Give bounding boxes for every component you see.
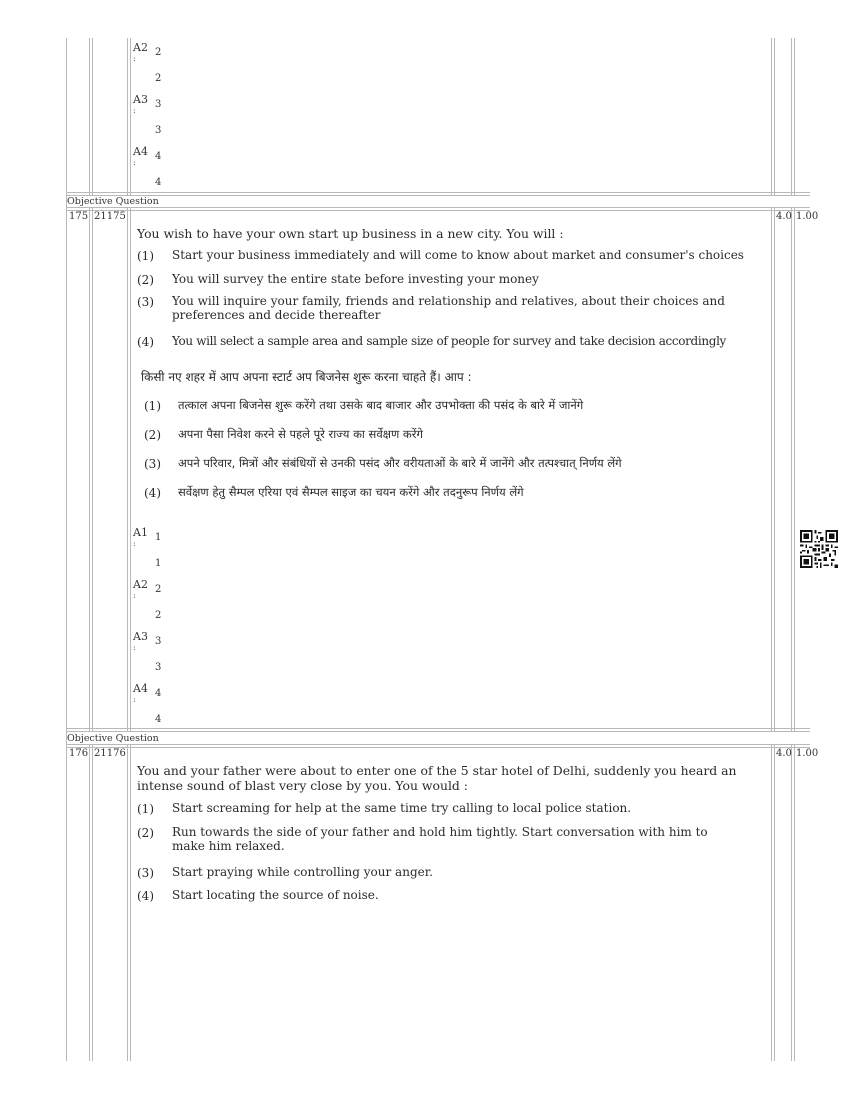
option-colon: : xyxy=(133,54,136,63)
question-serial: 176 xyxy=(69,748,89,759)
option-colon: : xyxy=(133,591,136,600)
option-number: (4) xyxy=(137,335,154,349)
option-value-repeat: 4 xyxy=(155,177,162,188)
option-number: (2) xyxy=(144,428,161,442)
table-border xyxy=(66,210,810,211)
option-value: 3 xyxy=(155,99,162,110)
option-number: (2) xyxy=(137,273,154,287)
option-code: A2 xyxy=(133,578,148,591)
option-value: 4 xyxy=(155,688,162,699)
option-colon: : xyxy=(133,539,136,548)
question-marks: 4.0 xyxy=(776,211,792,222)
table-border xyxy=(791,38,792,195)
option-text-en: You will select a sample area and sample size of people for survey and take decision accordingly xyxy=(172,334,726,348)
table-border xyxy=(774,207,775,731)
table-border xyxy=(89,744,90,1061)
table-border xyxy=(66,744,810,745)
option-value: 2 xyxy=(155,47,162,58)
table-border xyxy=(791,207,792,731)
table-border xyxy=(130,38,131,195)
question-negative-marks: 1.00 xyxy=(796,748,819,759)
question-id: 21176 xyxy=(94,748,126,759)
option-colon: : xyxy=(133,695,136,704)
table-border xyxy=(89,207,90,731)
option-code: A4 xyxy=(133,145,148,158)
table-border xyxy=(66,731,810,732)
table-border xyxy=(127,207,128,731)
option-colon: : xyxy=(133,106,136,115)
table-border xyxy=(794,38,795,195)
option-number: (3) xyxy=(144,457,161,471)
option-value-repeat: 1 xyxy=(155,558,162,569)
option-number: (1) xyxy=(137,249,154,263)
question-stem-en: You and your father were about to enter one of the 5 star hotel of Delhi, suddenly you heard an intense sound of blast very close by you. You would : xyxy=(137,763,737,793)
option-code: A4 xyxy=(133,682,148,695)
option-value-repeat: 3 xyxy=(155,662,162,673)
section-label: Objective Question xyxy=(67,196,159,207)
option-text-en: You will survey the entire state before investing your money xyxy=(172,272,539,286)
option-text-en: Start screaming for help at the same time try calling to local police station. xyxy=(172,801,632,815)
option-text-en: Start your business immediately and will come to know about market and consumer's choices xyxy=(172,248,744,262)
table-border xyxy=(771,38,772,195)
option-value: 4 xyxy=(155,151,162,162)
option-value-repeat: 3 xyxy=(155,125,162,136)
table-border xyxy=(92,38,93,195)
qr-code-icon xyxy=(800,530,838,568)
option-value-repeat: 2 xyxy=(155,73,162,84)
option-number: (4) xyxy=(144,486,161,500)
option-value-repeat: 4 xyxy=(155,714,162,725)
table-border xyxy=(130,207,131,731)
table-border xyxy=(771,207,772,731)
option-code: A3 xyxy=(133,93,148,106)
option-text-hi: अपना पैसा निवेश करने से पहले पूरे राज्य का सर्वेक्षण करेंगे xyxy=(178,427,423,441)
option-number: (1) xyxy=(137,802,154,816)
option-text-en: Run towards the side of your father and hold him tightly. Start conversation with him to make him relaxed. xyxy=(172,825,708,853)
table-border xyxy=(66,747,810,748)
table-border xyxy=(774,744,775,1061)
option-code: A1 xyxy=(133,526,148,539)
option-code: A2 xyxy=(133,41,148,54)
option-value: 2 xyxy=(155,584,162,595)
table-border xyxy=(127,744,128,1061)
option-text-hi: तत्काल अपना बिजनेस शुरू करेंगे तथा उसके बाद बाजार और उपभोक्ता की पसंद के बारे में जानेंगे xyxy=(178,398,584,412)
table-border xyxy=(66,207,810,208)
question-id: 21175 xyxy=(94,211,126,222)
table-border xyxy=(771,744,772,1061)
table-border xyxy=(66,38,67,195)
option-text-hi: सर्वेक्षण हेतु सैम्पल एरिया एवं सैम्पल साइज का चयन करेंगे और तदनुरूप निर्णय लेंगे xyxy=(178,485,524,499)
table-border xyxy=(66,195,810,196)
option-colon: : xyxy=(133,643,136,652)
question-stem-hi: किसी नए शहर में आप अपना स्टार्ट अप बिजनेस शुरू करना चाहते हैं। आप : xyxy=(141,370,472,384)
table-border xyxy=(774,38,775,195)
table-border xyxy=(89,38,90,195)
question-stem-en: You wish to have your own start up business in a new city. You will : xyxy=(137,226,564,241)
option-text-en: Start praying while controlling your anger. xyxy=(172,865,433,879)
option-text-en: You will inquire your family, friends and relationship and relatives, about their choices and preferences and decide thereafter xyxy=(172,294,725,322)
option-number: (3) xyxy=(137,295,154,309)
option-colon: : xyxy=(133,158,136,167)
option-code: A3 xyxy=(133,630,148,643)
option-value: 3 xyxy=(155,636,162,647)
option-number: (4) xyxy=(137,889,154,903)
option-value: 1 xyxy=(155,532,162,543)
section-label: Objective Question xyxy=(67,733,159,744)
question-serial: 175 xyxy=(69,211,89,222)
table-border xyxy=(794,744,795,1061)
option-number: (3) xyxy=(137,866,154,880)
table-border xyxy=(127,38,128,195)
table-border xyxy=(92,744,93,1061)
table-border xyxy=(794,207,795,731)
option-number: (2) xyxy=(137,826,154,840)
table-border xyxy=(130,744,131,1061)
table-border xyxy=(66,728,810,729)
question-negative-marks: 1.00 xyxy=(796,211,819,222)
option-number: (1) xyxy=(144,399,161,413)
table-border xyxy=(791,744,792,1061)
table-border xyxy=(92,207,93,731)
option-text-hi: अपने परिवार, मित्रों और संबंधियों से उनकी पसंद और वरीयताओं के बारे में जानेंगे और तत्पश्चात् निर्णय लेंगे xyxy=(178,456,622,470)
table-border xyxy=(66,731,67,1061)
option-value-repeat: 2 xyxy=(155,610,162,621)
table-border xyxy=(66,195,67,731)
table-border xyxy=(66,192,810,193)
option-text-en: Start locating the source of noise. xyxy=(172,888,379,902)
question-marks: 4.0 xyxy=(776,748,792,759)
